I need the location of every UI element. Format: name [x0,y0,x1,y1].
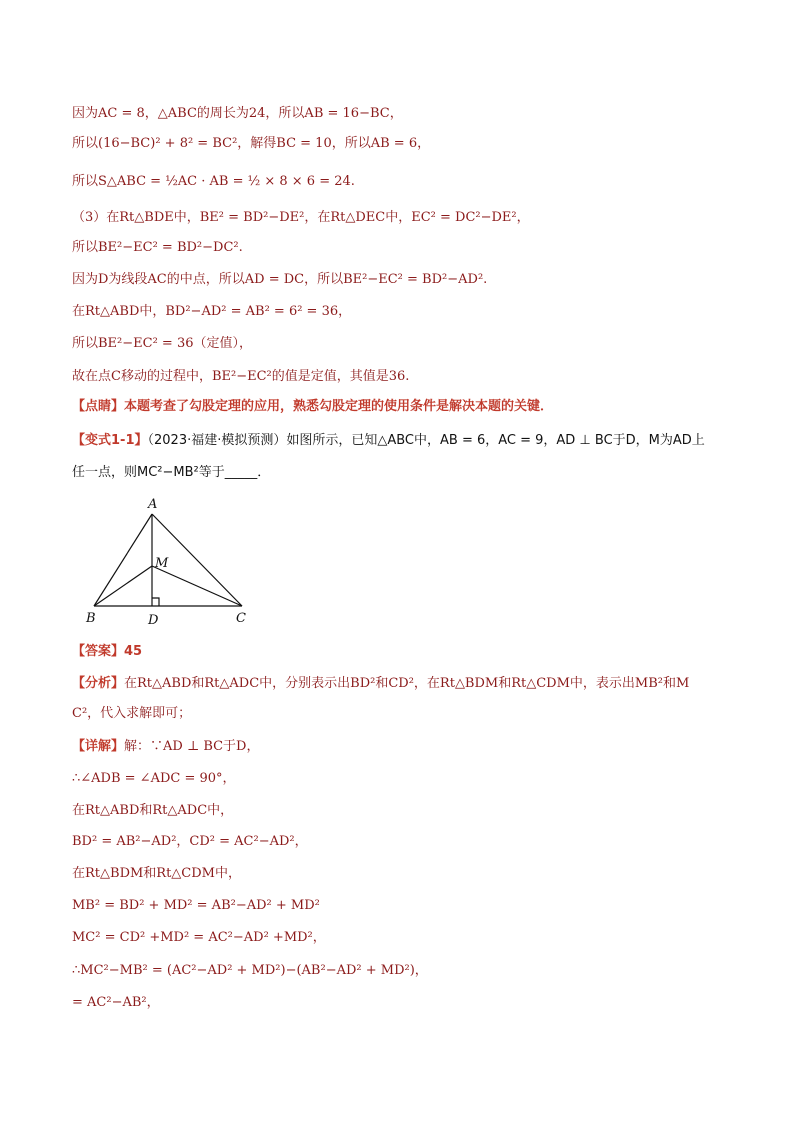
variant-text: （2023·福建·模拟预测）如图所示，已知△ABC中，AB = 6，AC = 9，AD ⊥ BC于D，M为AD上 [147,433,705,448]
right-angle-mark [152,598,159,606]
solution-line: 故在点C移动的过程中，BE²−EC²的值是定值，其值是36. [72,369,410,384]
variant-tag: 【变式1-1】 [72,433,148,448]
solution-line: 因为AC = 8，△ABC的周长为24，所以AB = 16−BC， [72,106,403,121]
detail-line: MC² = CD² +MD² = AC²−AD² +MD²， [72,930,326,945]
segment-bm [94,566,152,606]
detail-line: = AC²−AB²， [72,995,160,1010]
label-m: M [155,556,169,571]
analysis-tag: 【分析】 [72,676,125,691]
dianjing-tag: 【点睛】 [72,399,125,414]
detail-text: 解：∵AD ⊥ BC于D， [124,739,260,754]
solution-line: （3）在Rt△BDE中，BE² = BD²−DE²，在Rt△DEC中，EC² = DC²−DE²， [72,210,530,225]
triangle-figure [82,494,260,632]
detail-line: ∴MC²−MB² = (AC²−AD² + MD²)−(AB²−AD² + MD²)， [72,963,428,978]
detail-line-1 [72,737,259,757]
segment-ab [94,514,152,606]
solution-line: 在Rt△ABD中，BD²−AD² = AB² = 6² = 36， [72,304,352,319]
analysis-line-1 [72,674,689,694]
solution-line: 因为D为线段AC的中点，所以AD = DC，所以BE²−EC² = BD²−AD². [72,272,488,287]
solution-line: 所以BE²−EC² = BD²−DC². [72,240,243,255]
detail-line: MB² = BD² + MD² = AB²−AD² + MD² [72,898,320,913]
detail-line: 在Rt△ABD和Rt△ADC中， [72,803,234,818]
analysis-line-2: C²，代入求解即可； [72,706,192,721]
variant-line-2: 任一点，则MC²−MB²等于_____． [72,465,271,480]
detail-line: ∴∠ADB = ∠ADC = 90°， [72,771,236,786]
detail-line: 在Rt△BDM和Rt△CDM中， [72,866,241,881]
answer-tag: 【答案】 [72,644,125,659]
variant-line-1 [72,431,705,451]
answer-value: 45 [124,644,143,659]
label-b: B [86,611,96,626]
analysis-text: 在Rt△ABD和Rt△ADC中，分别表示出BD²和CD²，在Rt△BDM和Rt△CDM中，表示出MB²和M [124,676,690,691]
solution-line: 所以BE²−EC² = 36（定值）， [72,336,252,351]
label-c: C [236,611,246,626]
solution-line: 所以(16−BC)² + 8² = BC²，解得BC = 10，所以AB = 6， [72,136,431,151]
label-d: D [148,613,159,628]
label-a: A [148,497,158,512]
dianjing-text: 本题考查了勾股定理的应用，熟悉勾股定理的使用条件是解决本题的关键． [124,399,554,414]
answer-paragraph [72,642,142,662]
segment-cm [152,566,242,606]
dianjing-paragraph [72,397,553,417]
detail-line: BD² = AB²−AD²，CD² = AC²−AD²， [72,834,308,849]
solution-line: 所以S△ABC = ½AC · AB = ½ × 8 × 6 = 24. [72,174,355,189]
detail-tag: 【详解】 [72,739,125,754]
